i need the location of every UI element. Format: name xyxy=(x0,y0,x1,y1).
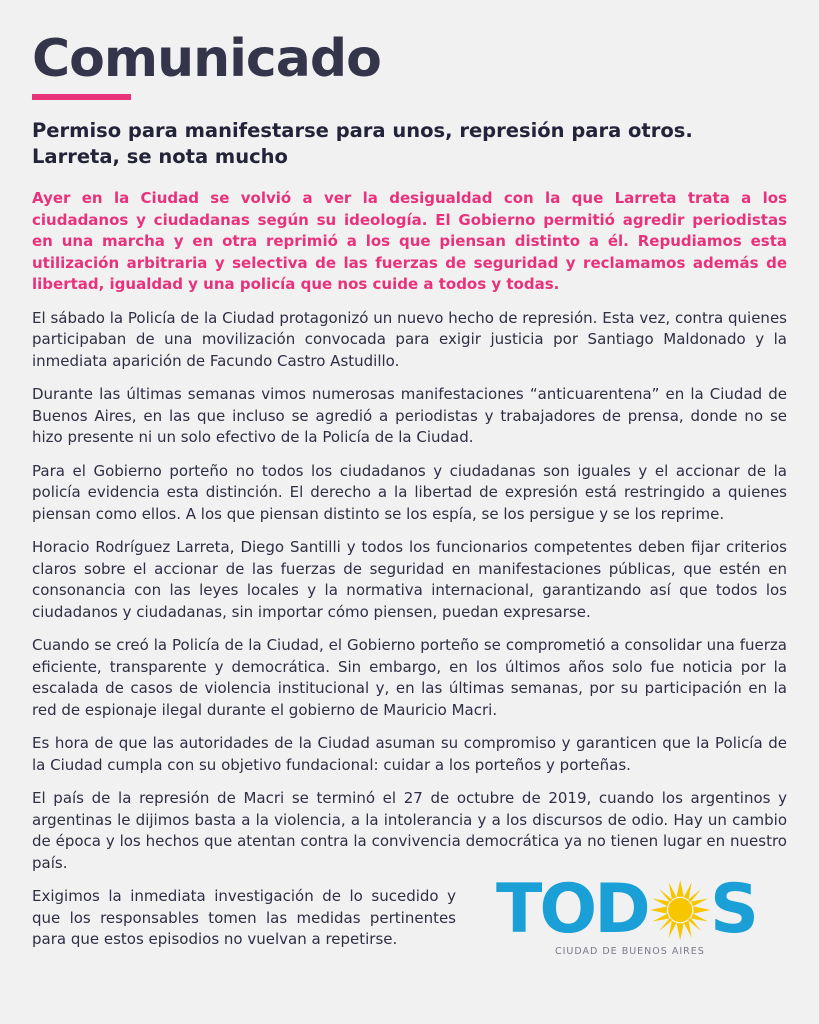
body-paragraph-4: Horacio Rodríguez Larreta, Diego Santilli y todos los funcionarios competentes deben fijar criterios claros sobre el accionar de las fuerzas de seguridad en manifestaciones públicas, que estén en consonancia con las leyes locales y la normativa internacional, garantizando así que todos los ciudadanos y ciudadanas, sin importar cómo piensen, puedan expresarse. xyxy=(32,538,787,621)
body-paragraph-1: El sábado la Policía de la Ciudad protagonizó un nuevo hecho de represión. Esta vez, contra quienes participaban de una movilización convocada para exigir justicia por Santiago Maldonado y la inmediata aparición de Facundo Castro Astudillo. xyxy=(32,308,787,370)
logo-subtitle: CIUDAD DE BUENOS AIRES xyxy=(555,946,705,957)
body-paragraph-5: Cuando se creó la Policía de la Ciudad, el Gobierno porteño se comprometió a consolidar una fuerza eficiente, transparente y democrática. Sin embargo, en los últimos años solo fue noticia por la escalada de casos de violencia institucional y, en las últimas semanas, por su participación en la red de espionaje ilegal durante el gobierno de Mauricio Macri. xyxy=(32,636,787,719)
sun-icon xyxy=(650,876,710,944)
headline xyxy=(32,118,787,170)
body-paragraph-8: Exigimos la inmediata investigación de lo sucedido y que los responsables tomen las medidas pertinentes para que estos episodios no vuelvan a repetirse. xyxy=(32,887,456,948)
closing-section xyxy=(32,870,787,1006)
logo-text-right: S xyxy=(710,870,756,949)
todos-logo xyxy=(496,872,756,972)
body-paragraph-2: Durante las últimas semanas vimos numerosas manifestaciones “anticuarentena” en la Ciudad de Buenos Aires, en las que incluso se agredió a periodistas y trabajadores de prensa, donde no se hizo presente ni un solo efectivo de la Policía de la Ciudad. xyxy=(32,385,787,446)
headline-line-2: Larreta, se nota mucho xyxy=(32,145,288,168)
page-title: Comunicado xyxy=(32,29,381,89)
logo-wordmark xyxy=(496,872,756,948)
body-paragraph-6: Es hora de que las autoridades de la Ciudad asuman su compromiso y garanticen que la Policía de la Ciudad cumpla con su objetivo fundacional: cuidar a los porteños y porteñas. xyxy=(32,734,787,774)
lead-paragraph: Ayer en la Ciudad se volvió a ver la desigualdad con la que Larreta trata a los ciudadanos y ciudadanas según su ideología. El Gobierno permitió agredir periodistas en una marcha y en otra reprimió a los que piensan distinto a él. Repudiamos esta utilización arbitraria y selectiva de las fuerzas de seguridad y reclamamos además de libertad, igualdad y una policía que nos cuide a todos y todas. xyxy=(32,189,787,293)
body-paragraph-3: Para el Gobierno porteño no todos los ciudadanos y ciudadanas son iguales y el accionar de la policía evidencia esta distinción. El derecho a la libertad de expresión está restringido a quienes piensan como ellos. A los que piensan distinto se los espía, se los persigue y se los reprime. xyxy=(32,461,787,523)
title-underline xyxy=(32,94,131,100)
headline-line-1: Permiso para manifestarse para unos, represión para otros. xyxy=(32,119,693,142)
logo-text-left: TOD xyxy=(496,870,648,949)
body-paragraph-7: El país de la represión de Macri se terminó el 27 de octubre de 2019, cuando los argentinos y argentinas le dijimos basta a la violencia, a la intolerancia y a los discursos de odio. Hay un cambio de época y los hechos que atentan contra la convivencia democrática ya no tienen lugar en nuestro país. xyxy=(32,789,787,872)
